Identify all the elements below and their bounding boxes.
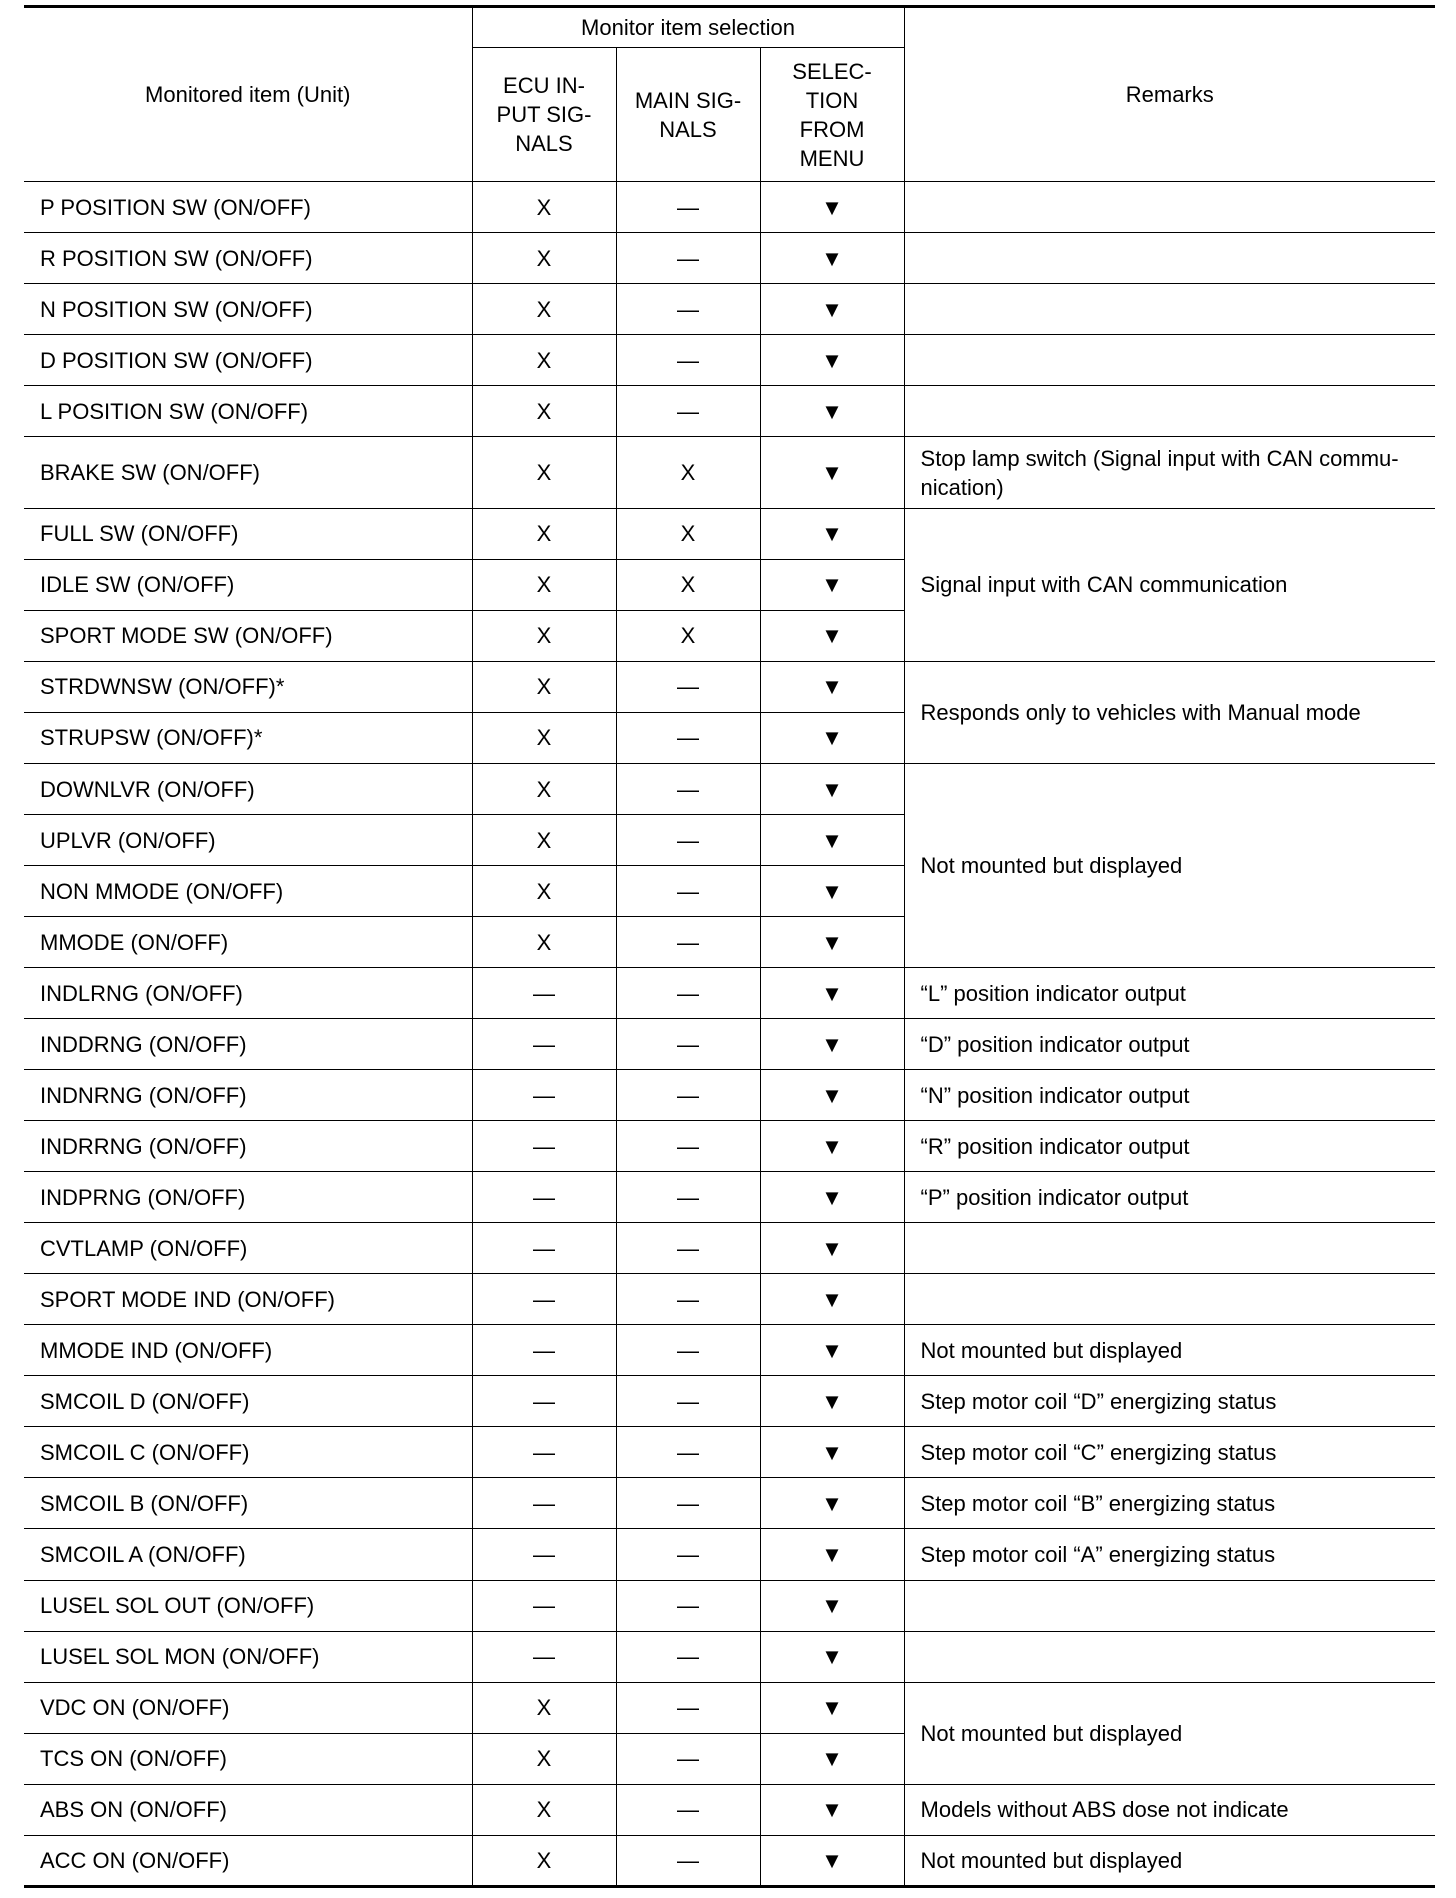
remarks-cell: Responds only to vehicles with Manual mode	[904, 661, 1435, 763]
ecu-input-cell: —	[472, 1325, 616, 1376]
monitored-item-cell: P POSITION SW (ON/OFF)	[24, 182, 472, 233]
main-signals-cell: —	[616, 1172, 760, 1223]
table-row	[24, 1478, 1435, 1529]
main-signals-cell: —	[616, 815, 760, 866]
main-signals-cell: —	[616, 1478, 760, 1529]
monitored-item-cell: LUSEL SOL MON (ON/OFF)	[24, 1631, 472, 1682]
header-ecu-input-signals	[472, 48, 616, 182]
remarks-cell: Not mounted but displayed	[904, 1835, 1435, 1886]
remarks-cell: Not mounted but displayed	[904, 764, 1435, 968]
remarks-cell	[904, 335, 1435, 386]
selection-from-menu-cell: ▼	[760, 1478, 904, 1529]
ecu-input-cell: —	[472, 1070, 616, 1121]
main-signals-cell: —	[616, 1325, 760, 1376]
ecu-input-cell: X	[472, 866, 616, 917]
ecu-input-cell: —	[472, 1223, 616, 1274]
table-row	[24, 284, 1435, 335]
monitored-item-cell: INDDRNG (ON/OFF)	[24, 1019, 472, 1070]
selection-from-menu-cell: ▼	[760, 1121, 904, 1172]
remarks-cell: “P” position indicator output	[904, 1172, 1435, 1223]
selection-from-menu-cell: ▼	[760, 284, 904, 335]
remarks-cell: Step motor coil “C” energizing status	[904, 1427, 1435, 1478]
header-ecu-input-signals-label: ECU IN- PUT SIG- NALS	[496, 73, 592, 156]
table-row	[24, 1784, 1435, 1835]
ecu-input-cell: X	[472, 182, 616, 233]
table-row	[24, 1835, 1435, 1886]
table-row	[24, 1376, 1435, 1427]
ecu-input-cell: X	[472, 1733, 616, 1784]
ecu-input-cell: —	[472, 1529, 616, 1580]
selection-from-menu-cell: ▼	[760, 1682, 904, 1733]
monitored-item-cell: SMCOIL C (ON/OFF)	[24, 1427, 472, 1478]
ecu-input-cell: —	[472, 968, 616, 1019]
table-body	[24, 182, 1435, 1887]
ecu-input-cell: X	[472, 815, 616, 866]
main-signals-cell: —	[616, 968, 760, 1019]
monitored-item-cell: UPLVR (ON/OFF)	[24, 815, 472, 866]
main-signals-cell: —	[616, 1274, 760, 1325]
table-row	[24, 968, 1435, 1019]
monitor-item-table	[24, 5, 1435, 1888]
selection-from-menu-cell: ▼	[760, 1376, 904, 1427]
table-row	[24, 1172, 1435, 1223]
selection-from-menu-cell: ▼	[760, 1580, 904, 1631]
table-row	[24, 508, 1435, 559]
table-row	[24, 335, 1435, 386]
ecu-input-cell: X	[472, 712, 616, 763]
remarks-cell: Models without ABS dose not indicate	[904, 1784, 1435, 1835]
ecu-input-cell: X	[472, 335, 616, 386]
ecu-input-cell: —	[472, 1427, 616, 1478]
main-signals-cell: X	[616, 610, 760, 661]
header-remarks: Remarks	[904, 7, 1435, 182]
main-signals-cell: —	[616, 661, 760, 712]
selection-from-menu-cell: ▼	[760, 1172, 904, 1223]
remarks-cell	[904, 233, 1435, 284]
monitored-item-cell: MMODE IND (ON/OFF)	[24, 1325, 472, 1376]
selection-from-menu-cell: ▼	[760, 559, 904, 610]
table-row	[24, 1427, 1435, 1478]
monitored-item-cell: MMODE (ON/OFF)	[24, 917, 472, 968]
table-row	[24, 1631, 1435, 1682]
selection-from-menu-cell: ▼	[760, 1631, 904, 1682]
main-signals-cell: —	[616, 1733, 760, 1784]
monitored-item-cell: N POSITION SW (ON/OFF)	[24, 284, 472, 335]
ecu-input-cell: X	[472, 1835, 616, 1886]
selection-from-menu-cell: ▼	[760, 866, 904, 917]
main-signals-cell: X	[616, 508, 760, 559]
selection-from-menu-cell: ▼	[760, 1835, 904, 1886]
main-signals-cell: —	[616, 1223, 760, 1274]
selection-from-menu-cell: ▼	[760, 917, 904, 968]
selection-from-menu-cell: ▼	[760, 233, 904, 284]
selection-from-menu-cell: ▼	[760, 335, 904, 386]
monitored-item-cell: SPORT MODE IND (ON/OFF)	[24, 1274, 472, 1325]
main-signals-cell: —	[616, 233, 760, 284]
table-row	[24, 764, 1435, 815]
table-row	[24, 1019, 1435, 1070]
table-row	[24, 182, 1435, 233]
monitored-item-cell: SMCOIL D (ON/OFF)	[24, 1376, 472, 1427]
ecu-input-cell: X	[472, 508, 616, 559]
selection-from-menu-cell: ▼	[760, 815, 904, 866]
main-signals-cell: —	[616, 1070, 760, 1121]
monitored-item-cell: R POSITION SW (ON/OFF)	[24, 233, 472, 284]
table-row	[24, 1121, 1435, 1172]
selection-from-menu-cell: ▼	[760, 1427, 904, 1478]
main-signals-cell: —	[616, 1784, 760, 1835]
table-row	[24, 1682, 1435, 1733]
table-row	[24, 386, 1435, 437]
ecu-input-cell: —	[472, 1121, 616, 1172]
remarks-cell: Step motor coil “B” energizing status	[904, 1478, 1435, 1529]
monitored-item-cell: TCS ON (ON/OFF)	[24, 1733, 472, 1784]
selection-from-menu-cell: ▼	[760, 1529, 904, 1580]
remarks-cell: “L” position indicator output	[904, 968, 1435, 1019]
main-signals-cell: —	[616, 1580, 760, 1631]
header-main-signals	[616, 48, 760, 182]
main-signals-cell: —	[616, 1121, 760, 1172]
monitored-item-cell: INDLRNG (ON/OFF)	[24, 968, 472, 1019]
ecu-input-cell: —	[472, 1478, 616, 1529]
ecu-input-cell: X	[472, 610, 616, 661]
main-signals-cell: —	[616, 1835, 760, 1886]
selection-from-menu-cell: ▼	[760, 1019, 904, 1070]
monitored-item-cell: INDPRNG (ON/OFF)	[24, 1172, 472, 1223]
ecu-input-cell: X	[472, 764, 616, 815]
selection-from-menu-cell: ▼	[760, 182, 904, 233]
selection-from-menu-cell: ▼	[760, 437, 904, 509]
main-signals-cell: X	[616, 437, 760, 509]
monitored-item-cell: SMCOIL B (ON/OFF)	[24, 1478, 472, 1529]
main-signals-cell: —	[616, 1631, 760, 1682]
monitored-item-cell: INDRRNG (ON/OFF)	[24, 1121, 472, 1172]
ecu-input-cell: —	[472, 1172, 616, 1223]
main-signals-cell: —	[616, 764, 760, 815]
main-signals-cell: —	[616, 712, 760, 763]
main-signals-cell: —	[616, 1427, 760, 1478]
remarks-cell	[904, 182, 1435, 233]
selection-from-menu-cell: ▼	[760, 1733, 904, 1784]
main-signals-cell: —	[616, 917, 760, 968]
table-row	[24, 1070, 1435, 1121]
monitored-item-cell: ACC ON (ON/OFF)	[24, 1835, 472, 1886]
selection-from-menu-cell: ▼	[760, 661, 904, 712]
header-monitored-item: Monitored item (Unit)	[24, 7, 472, 182]
monitored-item-cell: L POSITION SW (ON/OFF)	[24, 386, 472, 437]
main-signals-cell: X	[616, 559, 760, 610]
remarks-cell: Step motor coil “A” energizing status	[904, 1529, 1435, 1580]
monitored-item-cell: DOWNLVR (ON/OFF)	[24, 764, 472, 815]
ecu-input-cell: X	[472, 284, 616, 335]
selection-from-menu-cell: ▼	[760, 1274, 904, 1325]
ecu-input-cell: X	[472, 917, 616, 968]
ecu-input-cell: X	[472, 1682, 616, 1733]
remarks-cell	[904, 1223, 1435, 1274]
table-row	[24, 1274, 1435, 1325]
header-main-signals-label: MAIN SIG- NALS	[634, 87, 742, 142]
remarks-cell	[904, 386, 1435, 437]
selection-from-menu-cell: ▼	[760, 610, 904, 661]
remarks-cell	[904, 1580, 1435, 1631]
monitored-item-cell: CVTLAMP (ON/OFF)	[24, 1223, 472, 1274]
ecu-input-cell: —	[472, 1019, 616, 1070]
main-signals-cell: —	[616, 284, 760, 335]
main-signals-cell: —	[616, 866, 760, 917]
selection-from-menu-cell: ▼	[760, 386, 904, 437]
main-signals-cell: —	[616, 182, 760, 233]
monitored-item-cell: SMCOIL A (ON/OFF)	[24, 1529, 472, 1580]
monitored-item-cell: NON MMODE (ON/OFF)	[24, 866, 472, 917]
table-row	[24, 233, 1435, 284]
ecu-input-cell: X	[472, 437, 616, 509]
header-monitor-item-selection: Monitor item selection	[472, 7, 904, 48]
selection-from-menu-cell: ▼	[760, 1325, 904, 1376]
selection-from-menu-cell: ▼	[760, 764, 904, 815]
remarks-cell: Stop lamp switch (Signal input with CAN commu- nication)	[904, 437, 1435, 509]
remarks-cell: “N” position indicator output	[904, 1070, 1435, 1121]
table-row	[24, 437, 1435, 509]
main-signals-cell: —	[616, 386, 760, 437]
ecu-input-cell: X	[472, 386, 616, 437]
monitored-item-cell: LUSEL SOL OUT (ON/OFF)	[24, 1580, 472, 1631]
monitored-item-cell: STRDWNSW (ON/OFF)*	[24, 661, 472, 712]
remarks-cell: Not mounted but displayed	[904, 1682, 1435, 1784]
table-row	[24, 1529, 1435, 1580]
header-selection-from-menu	[760, 48, 904, 182]
header-selection-from-menu-label: SELEC- TION FROM MENU	[792, 58, 872, 171]
main-signals-cell: —	[616, 1529, 760, 1580]
selection-from-menu-cell: ▼	[760, 1223, 904, 1274]
monitored-item-cell: VDC ON (ON/OFF)	[24, 1682, 472, 1733]
remarks-cell	[904, 1631, 1435, 1682]
main-signals-cell: —	[616, 1019, 760, 1070]
monitored-item-cell: IDLE SW (ON/OFF)	[24, 559, 472, 610]
monitored-item-cell: INDNRNG (ON/OFF)	[24, 1070, 472, 1121]
remarks-cell: Not mounted but displayed	[904, 1325, 1435, 1376]
main-signals-cell: —	[616, 1376, 760, 1427]
ecu-input-cell: —	[472, 1580, 616, 1631]
ecu-input-cell: X	[472, 559, 616, 610]
monitored-item-cell: STRUPSW (ON/OFF)*	[24, 712, 472, 763]
selection-from-menu-cell: ▼	[760, 712, 904, 763]
remarks-cell: “R” position indicator output	[904, 1121, 1435, 1172]
table-row	[24, 1580, 1435, 1631]
monitored-item-cell: ABS ON (ON/OFF)	[24, 1784, 472, 1835]
main-signals-cell: —	[616, 335, 760, 386]
selection-from-menu-cell: ▼	[760, 508, 904, 559]
table-row	[24, 661, 1435, 712]
monitored-item-cell: FULL SW (ON/OFF)	[24, 508, 472, 559]
ecu-input-cell: —	[472, 1631, 616, 1682]
ecu-input-cell: X	[472, 1784, 616, 1835]
remarks-cell	[904, 284, 1435, 335]
ecu-input-cell: X	[472, 233, 616, 284]
remarks-cell: Step motor coil “D” energizing status	[904, 1376, 1435, 1427]
monitored-item-cell: D POSITION SW (ON/OFF)	[24, 335, 472, 386]
selection-from-menu-cell: ▼	[760, 968, 904, 1019]
ecu-input-cell: —	[472, 1376, 616, 1427]
remarks-cell	[904, 1274, 1435, 1325]
monitored-item-cell: BRAKE SW (ON/OFF)	[24, 437, 472, 509]
ecu-input-cell: —	[472, 1274, 616, 1325]
ecu-input-cell: X	[472, 661, 616, 712]
selection-from-menu-cell: ▼	[760, 1070, 904, 1121]
main-signals-cell: —	[616, 1682, 760, 1733]
table-row	[24, 1325, 1435, 1376]
remarks-cell: “D” position indicator output	[904, 1019, 1435, 1070]
selection-from-menu-cell: ▼	[760, 1784, 904, 1835]
monitored-item-cell: SPORT MODE SW (ON/OFF)	[24, 610, 472, 661]
remarks-cell: Signal input with CAN communication	[904, 508, 1435, 661]
table-row	[24, 1223, 1435, 1274]
